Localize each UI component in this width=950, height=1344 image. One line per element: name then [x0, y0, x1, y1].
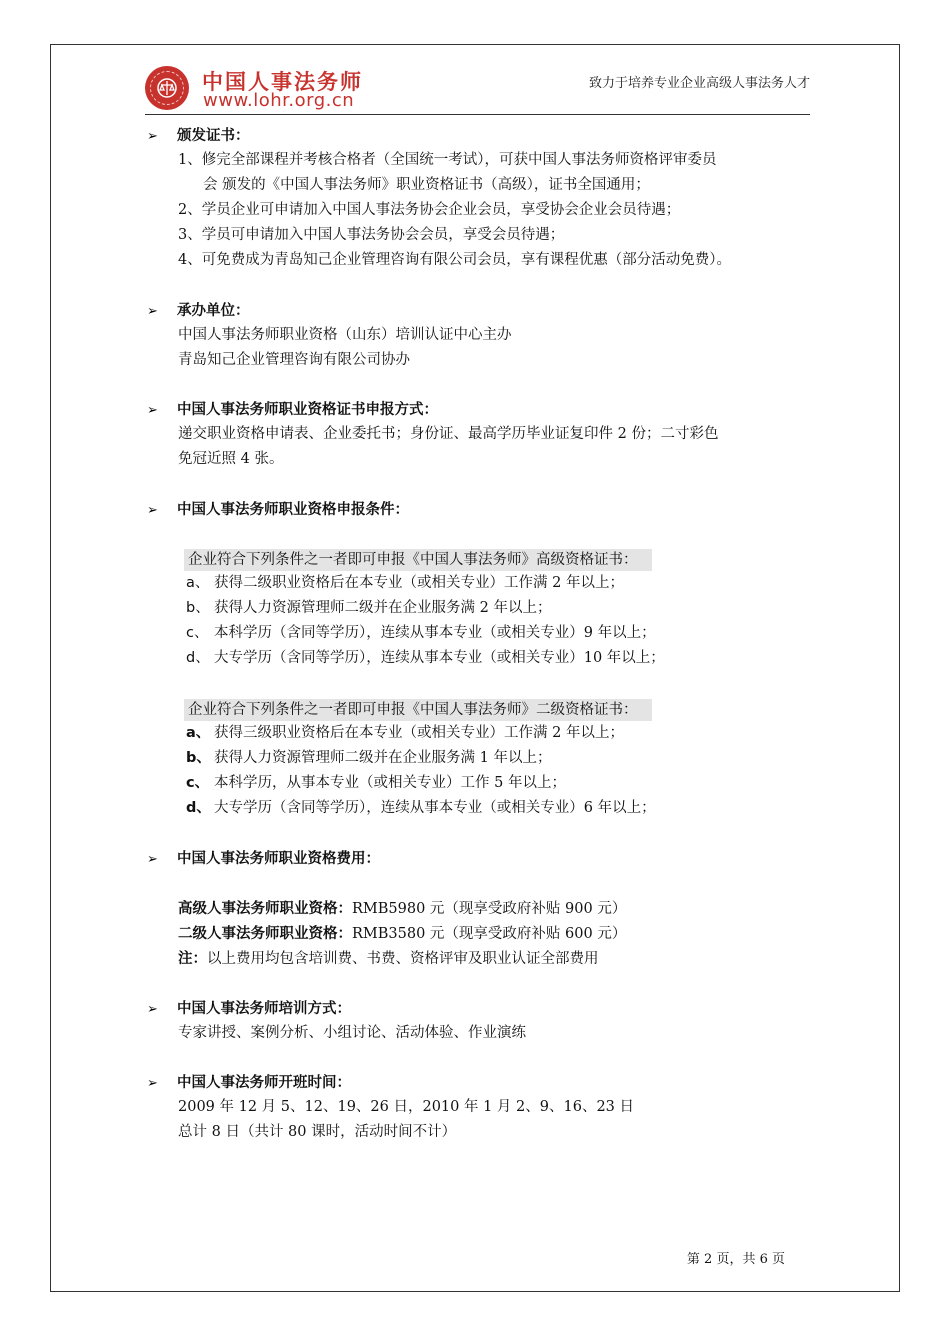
arrow-bullet-icon: ➢	[147, 1002, 158, 1017]
list-item: b、 获得人力资源管理师二级并在企业服务满 1 年以上；	[186, 750, 552, 766]
list-item: c、 本科学历（含同等学历），连续从事本专业（或相关专业）9 年以上；	[186, 625, 656, 641]
section-title: 中国人事法务师职业资格证书申报方式：	[177, 402, 438, 418]
list-item: a、 获得三级职业资格后在本专业（或相关专业）工作满 2 年以上；	[186, 725, 624, 741]
list-item: 4、可免费成为青岛知己企业管理咨询有限公司会员，享有课程优惠（部分活动免费）。	[178, 252, 731, 268]
list-item: 3、学员可申请加入中国人事法务协会会员，享受会员待遇；	[178, 227, 565, 243]
list-item: 1、修完全部课程并考核合格者（全国统一考试），可获中国人事法务师资格评审委员	[178, 152, 717, 168]
list-item: d、 大专学历（含同等学历），连续从事本专业（或相关专业）10 年以上；	[186, 650, 665, 666]
list-item: 专家讲授、案例分析、小组讨论、活动体验、作业演练	[178, 1025, 526, 1041]
arrow-bullet-icon: ➢	[147, 304, 158, 319]
list-item: 免冠近照 4 张。	[178, 451, 284, 467]
arrow-bullet-icon: ➢	[147, 503, 158, 518]
header-slogan: 致力于培养专业企业高级人事法务人才	[588, 76, 810, 91]
section-title: 承办单位：	[177, 303, 250, 319]
logo-name: 中国人事法务师	[202, 70, 363, 94]
section-title: 中国人事法务师开班时间：	[177, 1075, 351, 1091]
list-item: b、 获得人力资源管理师二级并在企业服务满 2 年以上；	[186, 600, 552, 616]
list-item: 总计 8 日（共计 80 课时，活动时间不计）	[178, 1124, 457, 1140]
arrow-bullet-icon: ➢	[147, 1076, 158, 1091]
second-conditions-intro: 企业符合下列条件之一者即可申报《中国人事法务师》二级资格证书：	[184, 699, 652, 721]
section-conditions	[147, 498, 827, 522]
header-divider	[145, 114, 810, 115]
section-schedule	[147, 1071, 827, 1145]
logo-seal-icon	[145, 66, 189, 110]
page-number: 第 2 页，共 6 页	[686, 1252, 785, 1267]
arrow-bullet-icon: ➢	[147, 129, 158, 144]
list-item: 会 颁发的《中国人事法务师》职业资格证书（高级），证书全国通用；	[203, 177, 650, 193]
fee-second: 二级人事法务师职业资格：RMB3580 元（现享受政府补贴 600 元）	[178, 926, 627, 942]
senior-conditions-intro: 企业符合下列条件之一者即可申报《中国人事法务师》高级资格证书：	[184, 549, 652, 571]
second-conditions	[147, 699, 827, 821]
list-item: 递交职业资格申请表、企业委托书；身份证、最高学历毕业证复印件 2 份；二寸彩色	[178, 426, 719, 442]
page-header	[145, 64, 810, 114]
list-item: 中国人事法务师职业资格（山东）培训认证中心主办	[178, 327, 512, 343]
fee-note: 注：以上费用均包含培训费、书费、资格评审及职业认证全部费用	[178, 951, 599, 967]
arrow-bullet-icon: ➢	[147, 403, 158, 418]
section-organizer	[147, 299, 827, 373]
list-item: d、 大专学历（含同等学历），连续从事本专业（或相关专业）6 年以上；	[186, 800, 656, 816]
section-title: 中国人事法务师培训方式：	[177, 1001, 351, 1017]
fee-list	[147, 897, 827, 972]
list-item: 青岛知己企业管理咨询有限公司协办	[178, 352, 410, 368]
section-title: 中国人事法务师职业资格申报条件：	[177, 502, 409, 518]
list-item: 2009 年 12 月 5、12、19、26 日，2010 年 1 月 2、9、16、23 日	[178, 1099, 634, 1115]
arrow-bullet-icon: ➢	[147, 852, 158, 867]
list-item: a、 获得二级职业资格后在本专业（或相关专业）工作满 2 年以上；	[186, 575, 624, 591]
fee-senior: 高级人事法务师职业资格：RMB5980 元（现享受政府补贴 900 元）	[178, 901, 627, 917]
section-title: 颁发证书：	[177, 128, 250, 144]
section-title: 中国人事法务师职业资格费用：	[177, 851, 380, 867]
section-application-method	[147, 398, 827, 472]
senior-conditions	[147, 549, 827, 671]
list-item: c、 本科学历，从事本专业（或相关专业）工作 5 年以上；	[186, 775, 566, 791]
logo-url: www.lohr.org.cn	[203, 90, 355, 111]
list-item: 2、学员企业可申请加入中国人事法务协会企业会员，享受协会企业会员待遇；	[178, 202, 681, 218]
section-training	[147, 997, 827, 1046]
section-fees	[147, 847, 827, 871]
section-certificate	[147, 124, 827, 273]
